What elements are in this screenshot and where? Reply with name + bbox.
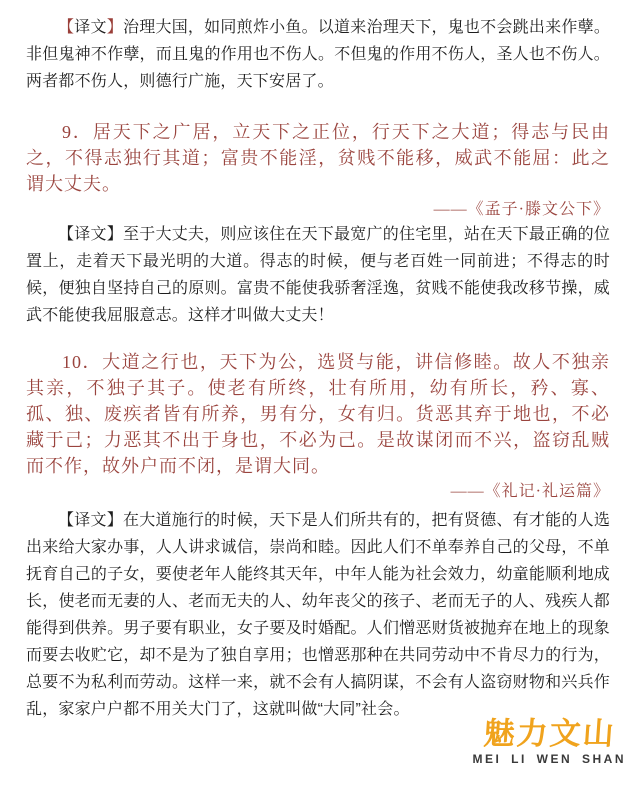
translation-text: 至于大丈夫，则应该住在天下最宽广的住宅里，站在天下最正确的位置上，走着天下最光明的大道。得志的时候，便与老百姓一同前进；不得志的时候，便独自坚持自己的原则。富贵不能使我骄奢淫逸，贫贱不能使我改移节操，威武不能使我屈服意志。这样才叫做大丈夫！ bbox=[26, 226, 611, 324]
bracket-close-icon: 】 bbox=[106, 19, 123, 36]
quote-source-mengzi: ——《孟子·滕文公下》 bbox=[433, 201, 610, 218]
quote-source-liji: ——《礼记·礼运篇》 bbox=[450, 483, 610, 500]
quote-paragraph-9: 9．居天下之广居，立天下之正位，行天下之大道；得志与民由之，不得志独行其道；富贵不能淫，贫贱不能移，威武不能屈：此之谓大丈夫。 bbox=[26, 122, 610, 194]
translation-paragraph-1 bbox=[26, 14, 610, 95]
bracket-open-icon: 【 bbox=[58, 512, 75, 529]
logo-chinese-wordmark: 魅力文山 bbox=[482, 716, 617, 751]
translation-label: 译文 bbox=[74, 512, 107, 529]
logo-latin-wordmark: MEI LI WEN SHAN bbox=[472, 752, 626, 766]
translation-paragraph-3 bbox=[26, 507, 610, 723]
translation-text: 治理大国，如同煎炸小鱼。以道来治理天下，鬼也不会跳出来作孽。非但鬼神不作孽，而且鬼的作用也不伤人。不但鬼的作用不伤人，圣人也不伤人。两者都不伤人，则德行广施，天下安居了。 bbox=[26, 19, 611, 90]
bracket-open-icon: 【 bbox=[58, 19, 75, 36]
translation-text: 在大道施行的时候，天下是人们所共有的，把有贤德、有才能的人选出来给大家办事，人人讲求诚信，崇尚和睦。因此人们不单奉养自己的父母，不单抚育自己的子女，要使老年人能终其天年，中年人能为社会效力，幼童能顺利地成长，使老而无妻的人、老而无夫的人、幼年丧父的孩子、老而无子的人、残疾人都能得到供养。男子要有职业，女子要及时婚配。人们憎恶财货被抛弃在地上的现象而要去收贮它，却不是为了独自享用；也憎恶那种在共同劳动中不肯尽力的行为，总要不为私利而劳动。这样一来，就不会有人搞阴谋，不会有人盗窃财物和兴兵作乱，家家户户都不用关大门了，这就叫做“大同”社会。 bbox=[26, 512, 611, 718]
bracket-close-icon: 】 bbox=[106, 226, 123, 243]
meili-wenshan-logo bbox=[473, 718, 627, 765]
translation-label: 译文 bbox=[74, 226, 107, 243]
bracket-open-icon: 【 bbox=[58, 226, 75, 243]
quote-paragraph-10: 10．大道之行也，天下为公，选贤与能，讲信修睦。故人不独亲其亲，不独子其子。使老有所终，壮有所用，幼有所长，矜、寡、孤、独、废疾者皆有所养，男有分，女有归。货恶其弃于地也，不必藏于己；力恶其不出于身也，不必为己。是故谋闭而不兴，盗窃乱贼而不作，故外户而不闭，是谓大同。 bbox=[26, 352, 610, 476]
translation-paragraph-2 bbox=[26, 221, 610, 329]
bracket-close-icon: 】 bbox=[106, 512, 123, 529]
translation-label: 译文 bbox=[74, 19, 107, 36]
